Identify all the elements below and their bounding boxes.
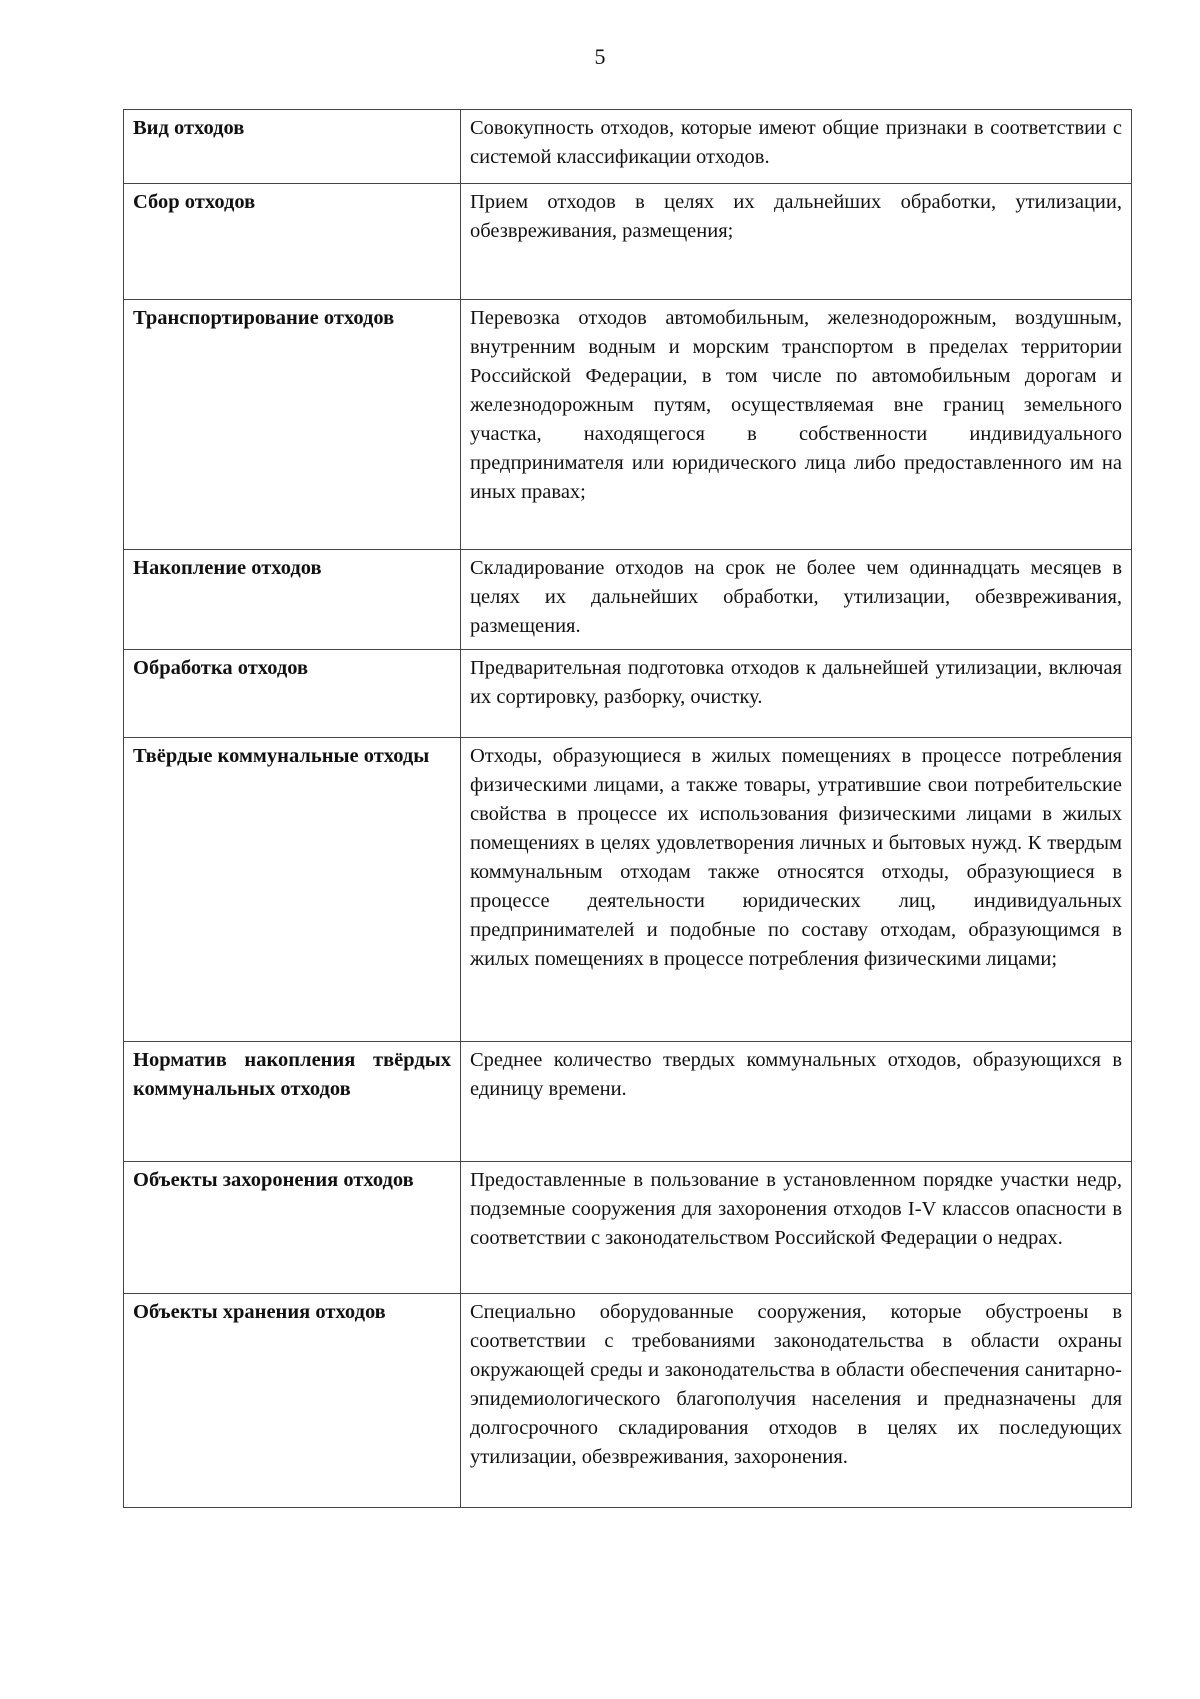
definition-cell: Предварительная подготовка отходов к дальнейшей утилизации, включая их сортировку, разборку, очистку.	[461, 650, 1132, 738]
table-row	[124, 1294, 1132, 1508]
table-row	[124, 184, 1132, 300]
definition-cell: Среднее количество твердых коммунальных отходов, образующихся в единицу времени.	[461, 1042, 1132, 1162]
definition-cell: Перевозка отходов автомобильным, железнодорожным, воздушным, внутренним водным и морским транспортом в пределах территории Российской Федерации, в том числе по автомобильным дорогам и железнодорожным путям, осуществляемая вне границ земельного участка, находящегося в собственности индивидуального предпринимателя или юридического лица либо предоставленного им на иных правах;	[461, 300, 1132, 550]
term-cell: Вид отходов	[124, 110, 461, 184]
table-row	[124, 1162, 1132, 1294]
definition-cell: Складирование отходов на срок не более чем одиннадцать месяцев в целях их дальнейших обработки, утилизации, обезвреживания, размещения.	[461, 550, 1132, 650]
term-cell: Объекты хранения отходов	[124, 1294, 461, 1508]
term-cell: Твёрдые коммунальные отходы	[124, 738, 461, 1042]
table-row	[124, 738, 1132, 1042]
term-cell: Обработка отходов	[124, 650, 461, 738]
table-row	[124, 550, 1132, 650]
term-cell: Транспортирование отходов	[124, 300, 461, 550]
definition-cell: Предоставленные в пользование в установленном порядке участки недр, подземные сооружения для захоронения отходов I-V классов опасности в соответствии с законодательством Российской Федерации о недрах.	[461, 1162, 1132, 1294]
page-number: 5	[594, 44, 606, 69]
table-row	[124, 300, 1132, 550]
term-cell: Сбор отходов	[124, 184, 461, 300]
table-row	[124, 110, 1132, 184]
definition-cell: Совокупность отходов, которые имеют общие признаки в соответствии с системой классификации отходов.	[461, 110, 1132, 184]
term-cell: Норматив накопления твёрдых коммунальных отходов	[124, 1042, 461, 1162]
glossary-table	[123, 109, 1132, 1508]
definition-cell: Специально оборудованные сооружения, которые обустроены в соответствии с требованиями законодательства в области охраны окружающей среды и законодательства в области обеспечения санитарно-эпидемиологического благополучия населения и предназначены для долгосрочного складирования отходов в целях их последующих утилизации, обезвреживания, захоронения.	[461, 1294, 1132, 1508]
definition-cell: Прием отходов в целях их дальнейших обработки, утилизации, обезвреживания, размещения;	[461, 184, 1132, 300]
term-cell: Накопление отходов	[124, 550, 461, 650]
term-cell: Объекты захоронения отходов	[124, 1162, 461, 1294]
table-row	[124, 1042, 1132, 1162]
table-row	[124, 650, 1132, 738]
definition-cell: Отходы, образующиеся в жилых помещениях в процессе потребления физическими лицами, а также товары, утратившие свои потребительские свойства в процессе их использования физическими лицами в жилых помещениях в целях удовлетворения личных и бытовых нужд. К твердым коммунальным отходам также относятся отходы, образующиеся в процессе деятельности юридических лиц, индивидуальных предпринимателей и подобные по составу отходам, образующимся в жилых помещениях в процессе потребления физическими лицами;	[461, 738, 1132, 1042]
